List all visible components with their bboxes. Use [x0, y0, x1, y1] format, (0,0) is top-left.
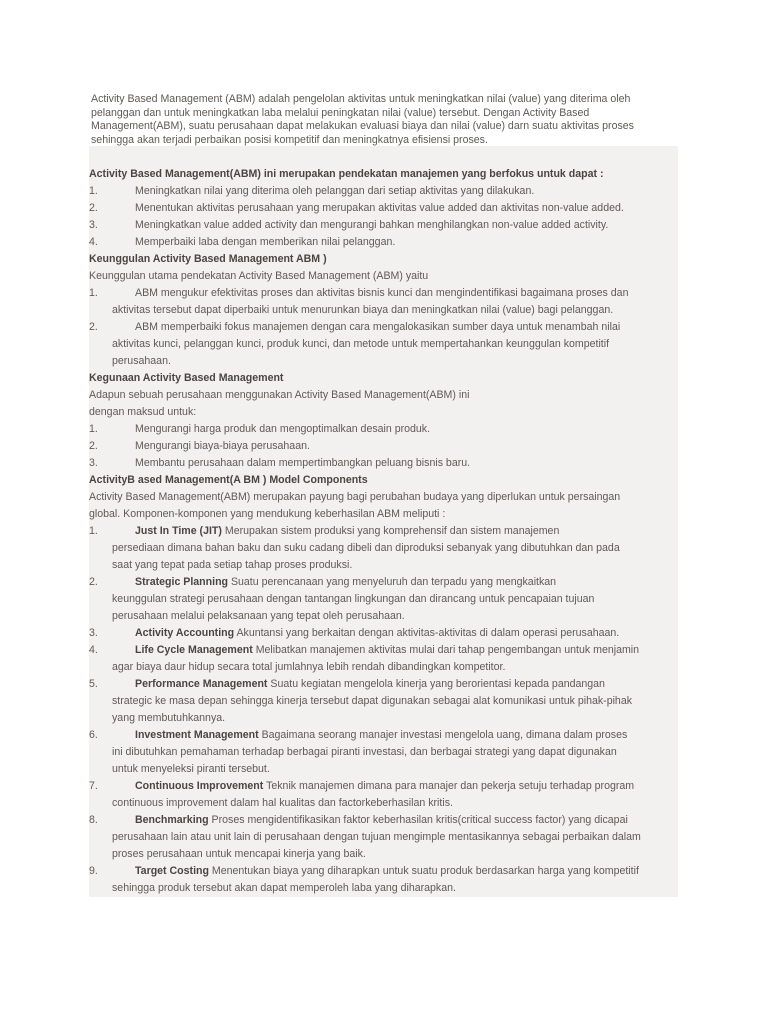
list-item: 2. ABM memperbaiki fokus manajemen dengan cara mengalokasikan sumber daya untuk menambah nilai	[89, 321, 621, 333]
list-item-continuation: aktivitas kunci, pelanggan kunci, produk kunci, dan metode untuk mempertahankan keunggulan kompetitif	[112, 338, 610, 350]
list-item-continuation: sehingga produk tersebut akan dapat memperoleh laba yang diharapkan.	[112, 882, 456, 894]
list-item-continuation: persediaan dimana bahan baku dan suku cadang dibeli dan diproduksi sebanyak yang dibutuhkan dan pada	[112, 542, 620, 554]
list-item-continuation: proses perusahaan untuk mencapai kinerja yang baik.	[112, 848, 366, 860]
list-item-continuation: untuk menyeleksi piranti tersebut.	[112, 763, 270, 775]
section1-heading: Activity Based Management(ABM) ini merupakan pendekatan manajemen yang berfokus untuk dapat :	[89, 168, 604, 180]
list-item-continuation: aktivitas tersebut dapat diperbaiki untuk menurunkan biaya dan meningkatkan nilai (value) bagi pelanggan.	[112, 304, 614, 316]
section2-lead: Keunggulan utama pendekatan Activity Based Management (ABM) yaitu	[89, 270, 429, 282]
list-item-continuation: perusahaan lain atau unit lain di perusahaan dengan tujuan mengimple mentasikannya sebagai perbaikan dalam	[112, 831, 641, 843]
list-item: 4. Memperbaiki laba dengan memberikan nilai pelanggan.	[89, 236, 396, 248]
intro-paragraph: Activity Based Management (ABM) adalah pengelolan aktivitas untuk meningkatkan nilai (value) yang diterima oleh pelanggan dan untuk meningkatkan laba melalui peningkatan nilai (value) tersebut. Dengan Activity Based Management(ABM), suatu perusahaan dapat melakukan evaluasi biaya dan nilai (value) darn suatu aktivitas proses sehingga akan terjadi perbaikan posisi kompetitif dan meningkatnya efisiensi proses.	[91, 93, 634, 146]
section3-lead: Adapun sebuah perusahaan menggunakan Activity Based Management(ABM) ini	[89, 389, 470, 401]
section2-heading: Keunggulan Activity Based Management ABM )	[89, 253, 327, 265]
list-item: 6. Investment Management Bagaimana seorang manajer investasi mengelola uang, dimana dalam proses	[89, 729, 628, 741]
section3-lead: dengan maksud untuk:	[89, 406, 197, 418]
list-item-continuation: ini dibutuhkan pemahaman terhadap berbagai piranti investasi, dan berbagai strategi yang dapat digunakan	[112, 746, 617, 758]
list-item: 9. Target Costing Menentukan biaya yang diharapkan untuk suatu produk berdasarkan harga yang kompetitif	[89, 865, 639, 877]
list-item: 1. Mengurangi harga produk dan mengoptimalkan desain produk.	[89, 423, 431, 435]
section4-lead: global. Komponen-komponen yang mendukung keberhasilan ABM meliputi :	[89, 508, 446, 520]
list-item-continuation: keunggulan strategi perusahaan dengan tantangan lingkungan dan dirancang untuk pencapaian tujuan	[112, 593, 595, 605]
list-item: 5. Performance Management Suatu kegiatan mengelola kinerja yang berorientasi kepada pandangan	[89, 678, 605, 690]
list-item-continuation: continuous improvement dalam hal kualitas dan factorkeberhasilan kritis.	[112, 797, 453, 809]
list-item: 3. Activity Accounting Akuntansi yang berkaitan dengan aktivitas-aktivitas di dalam operasi perusahaan.	[89, 627, 620, 639]
list-item: 7. Continuous Improvement Teknik manajemen dimana para manajer dan pekerja setuju terhadap program	[89, 780, 635, 792]
list-item: 3. Membantu perusahaan dalam mempertimbangkan peluang bisnis baru.	[89, 457, 471, 469]
content-block	[89, 146, 678, 897]
section4-heading: ActivityB ased Management(A BM ) Model Components	[89, 474, 368, 486]
list-item: 2. Mengurangi biaya-biaya perusahaan.	[89, 440, 310, 452]
list-item: 4. Life Cycle Management Melibatkan manajemen aktivitas mulai dari tahap pengembangan untuk menjamin	[89, 644, 640, 656]
list-item: 1. Just In Time (JIT) Merupakan sistem produksi yang komprehensif dan sistem manajemen	[89, 525, 560, 537]
list-item: 1. Meningkatkan nilai yang diterima oleh pelanggan dari setiap aktivitas yang dilakukan.	[89, 185, 535, 197]
list-item-continuation: yang membutuhkannya.	[112, 712, 226, 724]
section4-lead: Activity Based Management(ABM) merupakan payung bagi perubahan budaya yang diperlukan untuk persaingan	[89, 491, 621, 503]
list-item-continuation: perusahaan.	[112, 355, 171, 367]
list-item-continuation: perusahaan melalui pelaksanaan yang tepat oleh perusahaan.	[112, 610, 405, 622]
list-item: 2. Menentukan aktivitas perusahaan yang merupakan aktivitas value added dan aktivitas non-value added.	[89, 202, 624, 214]
list-item: 1. ABM mengukur efektivitas proses dan aktivitas bisnis kunci dan mengindentifikasi bagaimana proses dan	[89, 287, 629, 299]
section3-heading: Kegunaan Activity Based Management	[89, 372, 284, 384]
list-item-continuation: saat yang tepat pada setiap tahap proses produksi.	[112, 559, 353, 571]
list-item: 8. Benchmarking Proses mengidentifikasikan faktor keberhasilan kritis(critical success factor) yang dicapai	[89, 814, 628, 826]
list-item: 3. Meningkatkan value added activity dan mengurangi bahkan menghilangkan non-value added activity.	[89, 219, 609, 231]
list-item-continuation: strategic ke masa depan sehingga kinerja tersebut dapat digunakan sebagai alat komunikasi untuk pihak-pihak	[112, 695, 633, 707]
list-item-continuation: agar biaya daur hidup secara total jumlahnya lebih rendah dibandingkan kompetitor.	[112, 661, 506, 673]
list-item: 2. Strategic Planning Suatu perencanaan yang menyeluruh dan terpadu yang mengkaitkan	[89, 576, 557, 588]
